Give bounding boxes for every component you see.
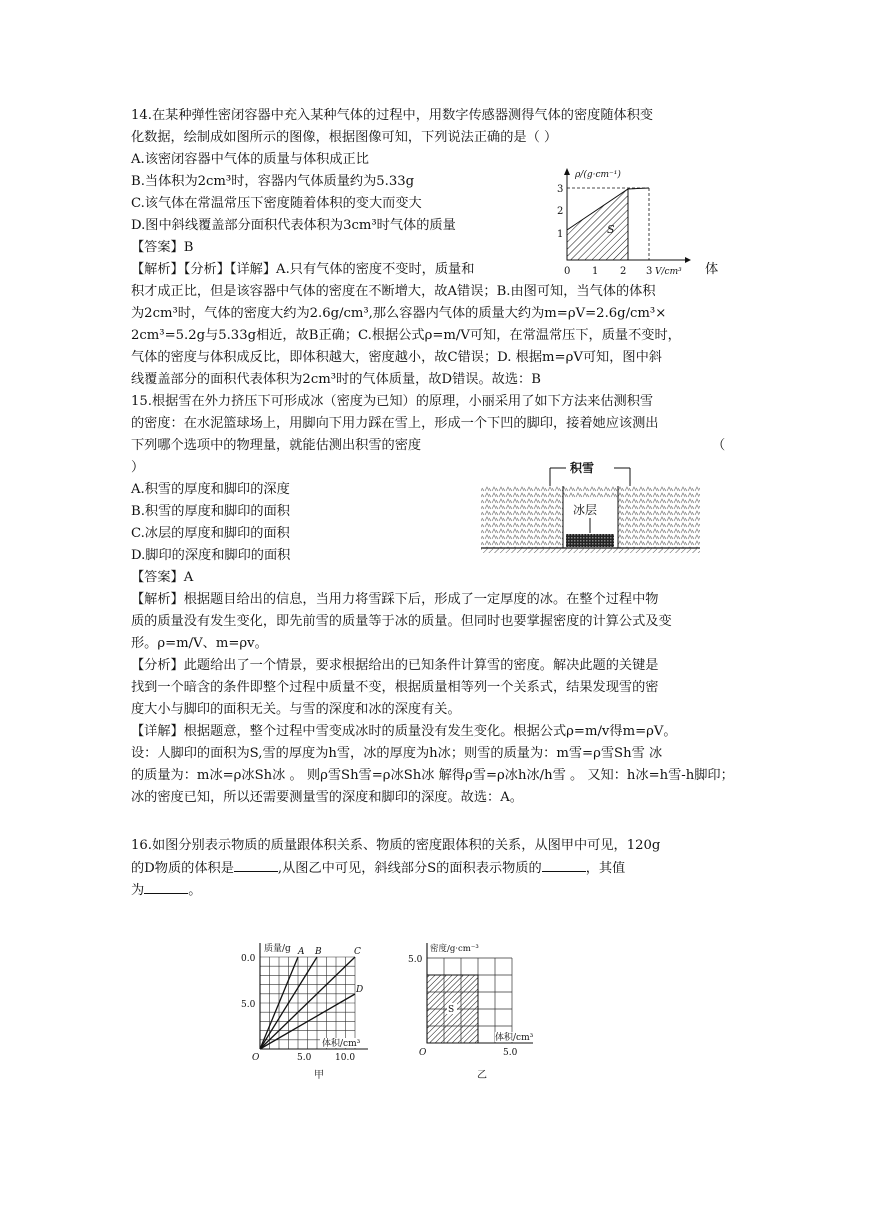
q15-option-c: C.冰层的厚度和脚印的面积 [131,526,290,541]
q14-option-b: B.当体积为2cm³时，容器内气体质量约为5.33g [131,174,415,189]
origin-label: O [252,1053,260,1063]
snow-block-left [481,486,563,548]
y-axis-label: ρ/(g·cm⁻¹) [575,170,621,180]
y-axis-arrow-icon [564,168,570,175]
y-tick-label: 3 [557,184,564,195]
ground-hatch [481,548,700,553]
q14-option-d: D.图中斜线覆盖部分面积代表体积为3cm³时气体的质量 [131,218,456,233]
x-tick-label: 2 [620,266,627,277]
y-tick-label: 0.0 [241,954,256,964]
x-tick-label: 10.0 [335,1053,356,1063]
q15-line-tail: （ [712,438,726,453]
answer-blank-3[interactable] [144,879,188,894]
q14-analysis-line: 积才成正比，但是该容器中气体的密度在不断增大，故A错误；B.由图可知，当气体的体积 [131,284,656,299]
q15-line: 15.根据雪在外力挤压下可形成冰（密度为已知）的原理，小丽采用了如下方法来估测积雪 [131,394,654,409]
q16-text: 为 [131,883,145,898]
q16-text: 。 [188,883,202,898]
q14-density-volume-graph [545,165,710,280]
q16-density-volume-graph [405,937,555,1082]
q14-line: 14.在某种弹性密闭容器中充入某种气体的过程中，用数字传感器测得气体的密度随体积变 [131,108,654,123]
q15-line: ） [131,460,145,475]
q16-line [131,857,625,880]
q15-option-a: A.积雪的厚度和脚印的深度 [131,482,290,497]
y-tick-label: 5.0 [241,1000,256,1010]
q15-analysis-line: 质的质量没有发生变化，即先前雪的质量等于冰的质量。但同时也要掌握密度的计算公式及变 [131,614,672,629]
q15-detail-line: 【详解】根据题意，整个过程中雪变成冰时的质量没有发生变化。根据公式ρ=m/v得m=ρV。 [131,724,677,739]
q14-analysis-line: 【解析】【分析】【详解】A.只有气体的密度不变时，质量和 [131,262,475,277]
line-c-label: C [354,947,361,957]
figure-caption: 乙 [477,1070,487,1081]
line-b-label: B [315,947,322,957]
figure-caption: 甲 [314,1070,324,1081]
y-axis-label: 质量/g [264,944,291,954]
q16-text: ,从图乙中可见，斜线部分S的面积表示物质的 [277,861,542,876]
q14-analysis-tail: 体 [705,262,719,277]
q15-snow-ice-figure [478,456,703,556]
q15-option-d: D.脚印的深度和脚印的面积 [131,548,291,563]
q16-text: 的D物质的体积是 [131,861,234,876]
q15-analysis-line: 度大小与脚印的面积无关。与雪的深度和冰的深度有关。 [131,702,461,717]
x-tick-label: 5.0 [297,1053,312,1063]
q15-detail-line: 冰的密度已知，所以还需要测量雪的深度和脚印的深度。故选：A。 [131,790,523,805]
y-tick-label: 5.0 [408,955,423,965]
q16-text: ，其值 [585,861,626,876]
y-tick-label: 2 [557,206,564,217]
q15-analysis-line: 【分析】此题给出了一个情景，要求根据给出的已知条件计算雪的密度。解决此题的关键是 [131,658,659,673]
answer-blank-1[interactable] [234,857,278,872]
q15-detail-line: 的质量为：m冰=ρ冰Sh冰 。 则ρ雪Sh雪=ρ冰Sh冰 解得ρ雪=ρ冰h冰/h雪 。 又知：h冰=h雪-h脚印； [131,768,734,783]
answer-blank-2[interactable] [542,857,586,872]
x-axis-label: V/cm³ [655,267,682,277]
q14-analysis-line: 气体的密度与体积成反比，即体积越大，密度越小，故C错误；D. 根据m=ρV可知，图中斜 [131,350,662,365]
q16-line [131,879,201,902]
snow-top-strip [563,486,618,498]
q14-answer: 【答案】B [131,240,194,255]
snow-label: 积雪 [570,461,595,475]
x-tick-label: 3 [646,266,653,277]
q14-line: 化数据，绘制成如图所示的图像，根据图像可知，下列说法正确的是（ ） [131,130,558,145]
q14-analysis-line: 2cm³=5.2g与5.33g相近，故B正确；C.根据公式ρ=m/V可知，在常温常压下，质量不变时， [131,328,681,343]
q15-answer: 【答案】A [131,570,194,585]
x-tick-label: 1 [592,266,599,277]
hatched-area-s [567,189,628,260]
y-tick-label: 1 [557,229,564,240]
q16-mass-volume-graph [238,937,388,1082]
q15-analysis-line: 形。ρ=m/V、m=ρv。 [131,636,268,651]
q14-analysis-line: 为2cm³时，气体的密度大约为2.6g/cm³,那么容器内气体的质量大约为m=ρV=2.6g/cm³× [131,306,667,321]
q15-option-b: B.积雪的厚度和脚印的面积 [131,504,290,519]
ice-layer [566,534,614,547]
x-axis-label: 体积/cm³ [495,1033,534,1043]
q15-detail-line: 设：人脚印的面积为S,雪的厚度为h雪，冰的厚度为h冰；则雪的质量为：m雪=ρ雪Sh雪 冰 [131,746,663,761]
line-d-label: D [356,985,364,995]
origin-label: 0 [564,266,571,277]
q14-option-a: A.该密闭容器中气体的质量与体积成正比 [131,152,369,167]
x-axis-arrow-icon [685,257,691,263]
area-label-s: S [448,1005,455,1015]
q16-line: 16.如图分别表示物质的质量跟体积关系、物质的密度跟体积的关系，从图甲中可见，120g [131,838,661,853]
snow-block-right [618,486,700,548]
y-axis-label: 密度/g·cm⁻³ [430,944,479,954]
area-label-s: S [607,223,615,236]
x-axis-label: 体积/cm³ [322,1039,361,1049]
origin-label: O [419,1048,427,1058]
q15-analysis-line: 找到一个暗含的条件即整个过程中质量不变，根据质量相等列一个关系式，结果发现雪的密 [131,680,659,695]
q15-line: 的密度：在水泥篮球场上，用脚向下用力踩在雪上，形成一个下凹的脚印，接着她应该测出 [131,416,659,431]
q14-analysis-line: 线覆盖部分的面积代表体积为2cm³时的气体质量，故D错误。故选：B [131,372,541,387]
q14-option-c: C.该气体在常温常压下密度随着体积的变大而变大 [131,196,422,211]
q15-analysis-line: 【解析】根据题目给出的信息，当用力将雪踩下后，形成了一定厚度的冰。在整个过程中物 [131,592,659,607]
x-tick-label: 5.0 [503,1048,518,1058]
line-a-label: A [298,947,305,957]
q15-line: 下列哪个选项中的物理量，就能估测出积雪的密度 [131,438,422,453]
ice-label: 冰层 [573,503,598,517]
